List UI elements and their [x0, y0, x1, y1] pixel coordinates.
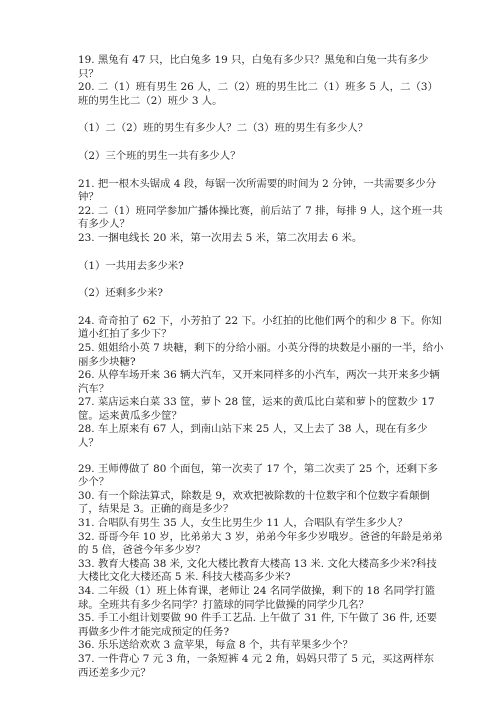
problem-20-part-1: （1）二（2）班的男生有多少人？二（3）班的男生有多少人？: [78, 122, 368, 135]
problem-30: 30. 有一个除法算式，除数是 9，欢欢把被除数的十位数字和个位数字看颠倒了，结果是 3。正确的商是多少？: [78, 489, 430, 516]
problem-24: 24. 奇奇拍了 62 下，小芳拍了 22 下。小红拍的比他们两个的和少 8 下。你知道小红拍了多少下？: [78, 314, 442, 341]
problem-26: 26. 从停车场开来 36 辆大汽车，又开来同样多的小汽车，两次一共开来多少辆汽车？: [78, 369, 440, 395]
problem-32: 32. 哥哥今年 10 岁，比弟弟大 3 岁，弟弟今年多少岁哦岁。爸爸的年龄是弟弟的 5 倍，爸爸今年多少岁？: [78, 530, 443, 557]
problem-22: 22. 二（1）班同学参加广播体操比赛，前后站了 7 排，每排 9 人，这个班一共有多少人？: [78, 204, 443, 231]
problem-19: 19. 黑兔有 47 只，比白兔多 19 只，白兔有多少只？黑兔和白兔一共有多少只？: [78, 54, 429, 80]
problem-36: 36. 乐乐送给欢欢 3 盒苹果，每盒 8 个，共有苹果多少个？: [78, 639, 353, 652]
problem-27: 27. 菜店运来白菜 33 筐，萝卜 28 筐，运来的黄瓜比白菜和萝卜的筐数少 17 筐。运来黄瓜多少筐？: [78, 396, 438, 422]
problem-28: 28. 车上原来有 67 人，到南山站下来 25 人，又上去了 38 人，现在有多少人？: [78, 423, 428, 450]
problem-20: 20. 二（1）班有男生 26 人，二（2）班的男生比二（1）班多 5 人，二（3）班的男生比二（2）班少 3 人。: [78, 81, 438, 107]
problem-34: 34. 二年级（1）班上体育课，老师让 24 名同学做操，剩下的 18 名同学打篮球。全班共有多少名同学？打篮球的同学比做操的同学少几名？: [78, 585, 436, 611]
problem-21: 21. 把一根木头锯成 4 段，每锯一次所需要的时间为 2 分钟，一共需要多少分钟？: [78, 177, 436, 204]
problem-25: 25. 姐姐给小英 7 块糖，剩下的分给小丽。小英分得的块数是小丽的一半，给小丽多少块糖?: [78, 341, 444, 368]
problem-23: 23. 一捆电线长 20 米，第一次用去 5 米，第二次用去 6 米。: [78, 231, 363, 244]
problem-33: 33. 教育大楼高 38 米, 文化大楼比教育大楼高 13 米. 文化大楼高多少米?科技大楼比文化大楼还高 5 米. 科技大楼高多少米?: [78, 557, 437, 584]
problem-35: 35. 手工小组计划要做 90 件手工艺品. 上午做了 31 件, 下午做了 36 件, 还要再做多少件才能完成预定的任务?: [78, 612, 437, 638]
problem-23-part-2: （2）还剩多少米?: [78, 287, 163, 300]
problem-20-part-2: （2）三个班的男生一共有多少人？: [78, 149, 241, 162]
problem-37: 37. 一件背心 7 元 3 角，一条短裤 4 元 2 角，妈妈只带了 5 元，买这两样东西还差多少元？: [78, 652, 435, 679]
problem-23-part-1: （1）一共用去多少米?: [78, 259, 184, 272]
problem-31: 31. 合唱队有男生 35 人，女生比男生少 11 人，合唱队有学生多少人？: [78, 517, 408, 530]
problem-29: 29. 王师傅做了 80 个面包，第一次卖了 17 个，第二次卖了 25 个，还剩下多少个？: [78, 462, 438, 489]
